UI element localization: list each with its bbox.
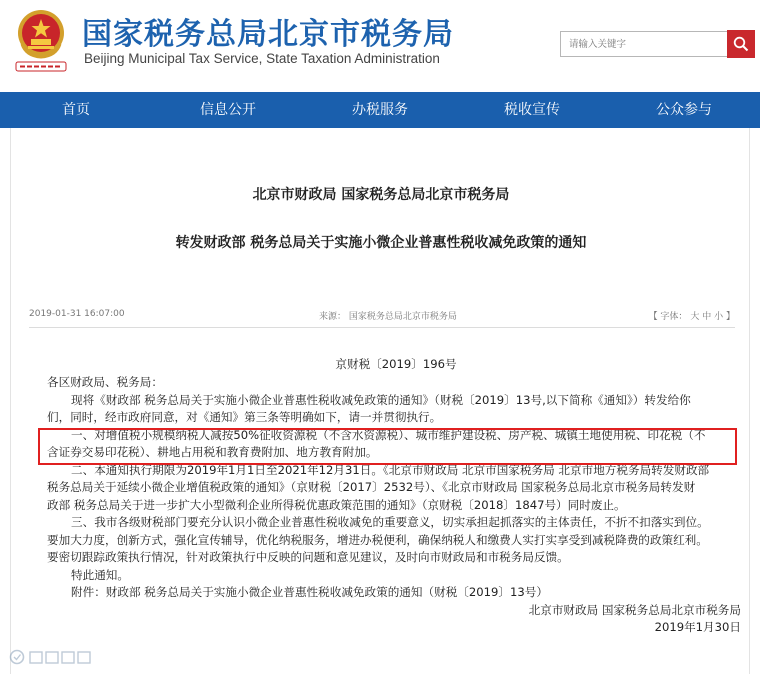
site-header	[0, 0, 760, 92]
addressee: 各区财政局、税务局：	[47, 375, 163, 389]
paragraph-line: 一、对增值税小规模纳税人减按50%征收资源税（不含水资源税）、城市维护建设税、房产税、城镇土地使用税、印花税（不	[71, 427, 706, 442]
highlight-box	[38, 428, 737, 465]
font-size-small[interactable]: 小	[714, 312, 724, 322]
national-emblem-icon	[12, 6, 70, 72]
nav-item-tax-publicity[interactable]: 税收宣传	[504, 102, 560, 118]
document-number: 京财税〔2019〕196号	[335, 357, 457, 371]
paragraph-line: 税务总局关于延续小微企业增值税政策的通知》（京财税〔2017〕2532号）、《北京市财政局 国家税务总局北京市税务局转发财	[47, 480, 696, 494]
paragraph-line: 要密切跟踪政策执行情况，针对政策执行中反映的问题和意见建议，及时向市财政局和市税务局反馈。	[47, 550, 569, 564]
main-nav	[0, 92, 760, 128]
article-container	[10, 128, 750, 674]
nav-item-info-disclosure[interactable]: 信息公开	[200, 102, 256, 118]
nav-item-home[interactable]: 首页	[62, 102, 90, 118]
font-size-suffix: 】	[725, 312, 735, 322]
article-title: 转发财政部 税务总局关于实施小微企业普惠性税收减免政策的通知	[175, 235, 587, 251]
font-size-medium[interactable]: 中	[702, 312, 712, 322]
signature: 北京市财政局 国家税务总局北京市税务局	[528, 602, 741, 617]
paragraph-line: 现将《财政部 税务总局关于实施小微企业普惠性税收减免政策的通知》（财税〔2019〕13号,以下简称《通知》）转发给你	[71, 392, 691, 407]
paragraph-line: 要加大力度，创新方式，强化宣传辅导，优化纳税服务，增进办税便利，确保纳税人和缴费人实打实享受到减税降费的政策红利。	[47, 532, 708, 547]
attachment-line: 附件：财政部 税务总局关于实施小微企业普惠性税收减免政策的通知（财税〔2019〕13号）	[71, 585, 548, 599]
watermark-logo	[8, 648, 102, 666]
site-title: 国家税务总局北京市税务局	[82, 17, 454, 52]
article-source: 来源： 国家税务总局北京市税务局	[319, 312, 457, 322]
font-size-large[interactable]: 大	[690, 312, 700, 322]
publish-date: 2019-01-31 16:07:00	[29, 309, 125, 319]
site-subtitle: Beijing Municipal Tax Service, State Taxation Administration	[84, 51, 440, 66]
paragraph-line: 二、本通知执行期限为2019年1月1日至2021年12月31日。《北京市财政局 北京市国家税务局 北京市地方税务局转发财政部	[71, 462, 710, 477]
paragraph-line: 们，同时，经市政府同意，对《通知》第三条等明确如下，请一并贯彻执行。	[47, 410, 442, 424]
search-input[interactable]	[560, 31, 728, 57]
font-size-prefix: 【 字体：	[648, 312, 688, 322]
font-size-switcher	[649, 309, 735, 322]
nav-item-public-participation[interactable]: 公众参与	[656, 102, 712, 118]
search-icon	[733, 36, 749, 52]
paragraph-line: 政部 税务总局关于进一步扩大小型微利企业所得税优惠政策范围的通知》（京财税〔2018〕1847号）同时废止。	[47, 497, 626, 512]
article-body	[47, 356, 745, 637]
paragraph-line: 含证券交易印花税）、耕地占用税和教育费附加、地方教育附加。	[47, 445, 378, 459]
article-meta	[29, 306, 735, 328]
search-button[interactable]	[727, 30, 755, 58]
article-issuer: 北京市财政局 国家税务总局北京市税务局	[252, 187, 510, 203]
sign-date: 2019年1月30日	[654, 620, 741, 634]
closing-notice: 特此通知。	[71, 567, 129, 582]
nav-item-tax-services[interactable]: 办税服务	[352, 102, 408, 118]
paragraph-line: 三、我市各级财税部门要充分认识小微企业普惠性税收减免的重要意义，切实承担起抓落实的主体责任，不折不扣落实到位。	[71, 515, 709, 529]
